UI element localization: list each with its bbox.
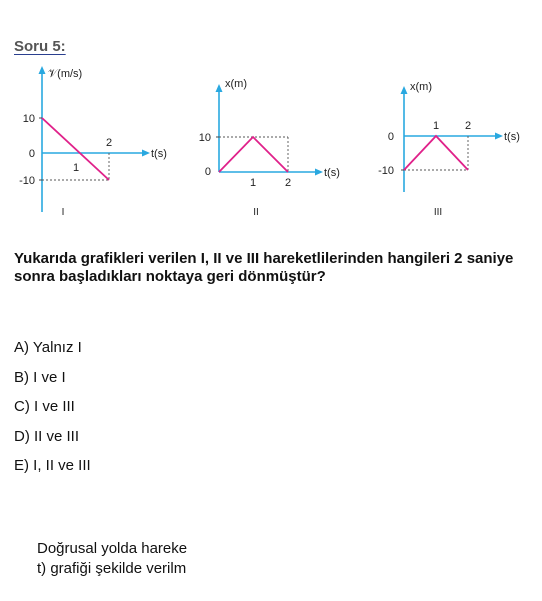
question-text: Yukarıda grafikleri verilen I, II ve III hareketlilerinden hangileri 2 saniye sonra başladıkları noktaya geri dönmüştür? [14, 250, 514, 285]
graph-2-y-arrow [216, 84, 223, 92]
graph-2-x-label: t(s) [324, 167, 340, 179]
graph-1-ytick: -10 [19, 175, 35, 187]
graph-3-position-line [404, 136, 468, 170]
graph-1-ytick: 10 [22, 113, 35, 125]
option-a[interactable]: A) Yalnız I [14, 339, 82, 356]
graph-3-x-arrow [495, 133, 503, 140]
next-question-preview [37, 539, 213, 579]
graph-3-xtick: 2 [464, 120, 472, 132]
graph-3-y-label: x(m) [410, 81, 432, 93]
graph-3-ytick: 0 [387, 131, 394, 143]
option-e[interactable]: E) I, II ve III [14, 457, 91, 474]
graph-3-x-label: t(s) [504, 131, 520, 143]
option-c[interactable]: C) I ve III [14, 398, 75, 415]
graph-1-ytick: 0 [28, 148, 35, 160]
graph-2 [180, 62, 360, 222]
graph-1-xtick: 1 [72, 162, 80, 174]
graph-1-x-label: t(s) [151, 148, 167, 160]
graph-1 [0, 62, 180, 222]
graph-2-xtick: 1 [249, 177, 257, 189]
graph-3-ytick: -10 [378, 165, 394, 177]
question-number: Soru 5: [14, 38, 66, 55]
graph-1-x-arrow [142, 150, 150, 157]
graph-2-x-arrow [315, 169, 323, 176]
next-question-line-1: Doğrusal yolda hareke [37, 540, 188, 557]
graph-2-xtick: 2 [284, 177, 292, 189]
option-d[interactable]: D) II ve III [14, 427, 80, 445]
graph-3-caption: III [433, 207, 443, 218]
graph-3-y-arrow [401, 86, 408, 94]
graph-1-y-arrow [39, 66, 46, 74]
graph-2-caption: II [253, 207, 259, 218]
graph-3-xtick: 1 [432, 120, 440, 132]
graph-1-xtick: 2 [105, 137, 113, 149]
option-b[interactable]: B) I ve I [14, 368, 66, 386]
next-question-line-2: t) grafiği şekilde verilm [37, 560, 187, 577]
graph-2-ytick: 0 [204, 166, 211, 178]
graph-2-position-line [219, 137, 288, 172]
graph-2-ytick: 10 [198, 132, 211, 144]
graph-1-caption: I [61, 207, 65, 218]
graph-1-y-label: 𝒱(m/s) [48, 68, 83, 80]
graph-2-y-label: x(m) [225, 78, 247, 90]
graph-3 [360, 62, 540, 222]
answer-options [14, 339, 91, 487]
